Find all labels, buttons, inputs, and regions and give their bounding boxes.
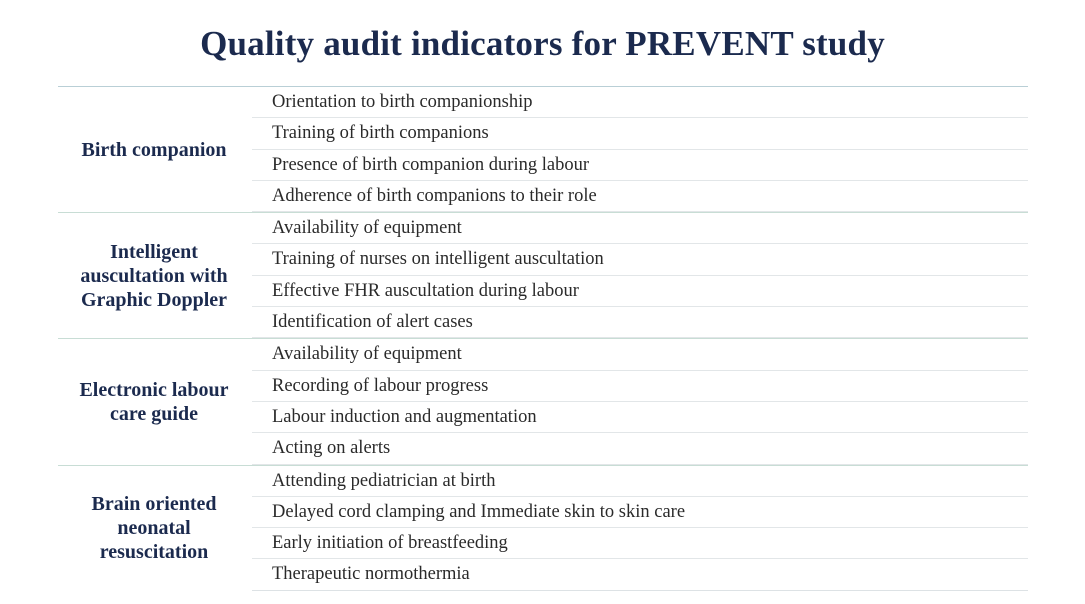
group-birth-companion — [58, 87, 1028, 213]
category-label — [58, 339, 252, 464]
category-line: care guide — [110, 402, 198, 425]
indicator-item: Availability of equipment — [252, 213, 1028, 244]
category-line: Brain oriented — [91, 493, 217, 516]
indicators-table — [58, 86, 1028, 591]
indicator-item: Training of birth companions — [252, 118, 1028, 149]
indicator-item: Therapeutic normothermia — [252, 559, 1028, 590]
indicator-list — [252, 213, 1028, 338]
group-intelligent-auscultation — [58, 213, 1028, 339]
indicator-item: Acting on alerts — [252, 433, 1028, 464]
indicator-item: Availability of equipment — [252, 339, 1028, 370]
group-brain-oriented-resuscitation — [58, 466, 1028, 591]
page-title: Quality audit indicators for PREVENT study — [200, 24, 885, 63]
indicator-item: Orientation to birth companionship — [252, 87, 1028, 118]
category-label — [58, 213, 252, 338]
category-line: Intelligent — [110, 240, 198, 263]
indicator-item: Attending pediatrician at birth — [252, 466, 1028, 497]
indicator-item: Early initiation of breastfeeding — [252, 528, 1028, 559]
category-line: Birth companion — [81, 138, 227, 161]
indicator-item: Labour induction and augmentation — [252, 402, 1028, 433]
group-electronic-labour-care-guide — [58, 339, 1028, 465]
indicator-list — [252, 87, 1028, 212]
category-line: neonatal — [117, 517, 191, 540]
category-label — [58, 466, 252, 591]
indicator-item: Effective FHR auscultation during labour — [252, 276, 1028, 307]
indicator-item: Training of nurses on intelligent auscultation — [252, 244, 1028, 275]
indicator-item: Recording of labour progress — [252, 371, 1028, 402]
indicator-item: Identification of alert cases — [252, 307, 1028, 338]
indicator-item: Delayed cord clamping and Immediate skin to skin care — [252, 497, 1028, 528]
category-line: Electronic labour — [79, 378, 229, 401]
indicator-item: Presence of birth companion during labour — [252, 150, 1028, 181]
category-line: Graphic Doppler — [80, 288, 228, 311]
indicator-item: Adherence of birth companions to their role — [252, 181, 1028, 212]
category-label — [58, 87, 252, 212]
indicator-list — [252, 466, 1028, 591]
category-line: resuscitation — [99, 541, 209, 564]
category-line: auscultation with — [80, 264, 228, 287]
indicator-list — [252, 339, 1028, 464]
